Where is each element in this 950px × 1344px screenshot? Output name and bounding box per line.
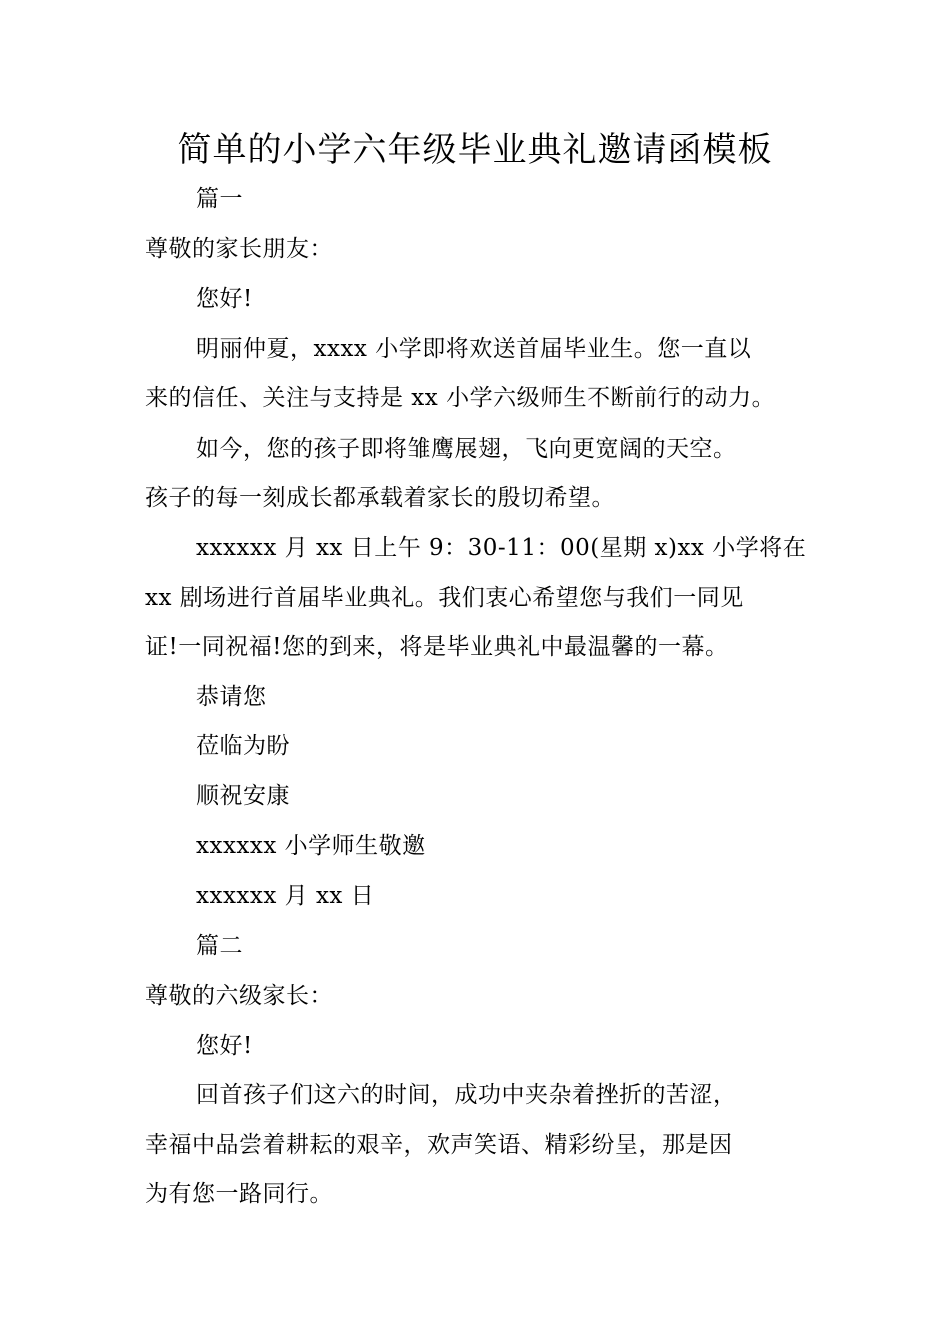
salutation-1: 尊敬的家长朋友： [145,236,333,262]
paragraph-3-line-2: xx 剧场进行首届毕业典礼。我们衷心希望您与我们一同见 [145,585,744,611]
paragraph-1-line-1: 明丽仲夏，xxxx 小学即将欢送首届毕业生。您一直以 [196,336,752,362]
closing-line-2: 莅临为盼 [196,733,290,759]
paragraph-3-line-1: xxxxxx 月 xx 日上午 9：30-11：00(星期 x)xx 小学将在 [196,535,807,561]
section-heading-1: 篇一 [196,186,243,212]
paragraph-4-line-3: 为有您一路同行。 [145,1181,333,1207]
paragraph-1-line-2: 来的信任、关注与支持是 xx 小学六级师生不断前行的动力。 [145,385,776,411]
paragraph-2-line-1: 如今，您的孩子即将雏鹰展翅，飞向更宽阔的天空。 [196,436,737,462]
salutation-2: 尊敬的六级家长： [145,983,333,1009]
closing-line-3: 顺祝安康 [196,783,290,809]
closing-line-1: 恭请您 [196,684,267,710]
greeting-2: 您好! [196,1033,253,1059]
paragraph-4-line-1: 回首孩子们这六的时间，成功中夹杂着挫折的苦涩， [196,1082,737,1108]
section-heading-2: 篇二 [196,933,243,959]
paragraph-2-line-2: 孩子的每一刻成长都承载着家长的殷切希望。 [145,485,615,511]
date: xxxxxx 月 xx 日 [196,883,375,909]
paragraph-3-line-3: 证!一同祝福!您的到来，将是毕业典礼中最温馨的一幕。 [145,634,729,660]
greeting-1: 您好! [196,286,253,312]
paragraph-4-line-2: 幸福中品尝着耕耘的艰辛，欢声笑语、精彩纷呈，那是因 [145,1132,733,1158]
signature: xxxxxx 小学师生敬邀 [196,833,426,859]
document-title: 简单的小学六年级毕业典礼邀请函模板 [177,130,773,170]
